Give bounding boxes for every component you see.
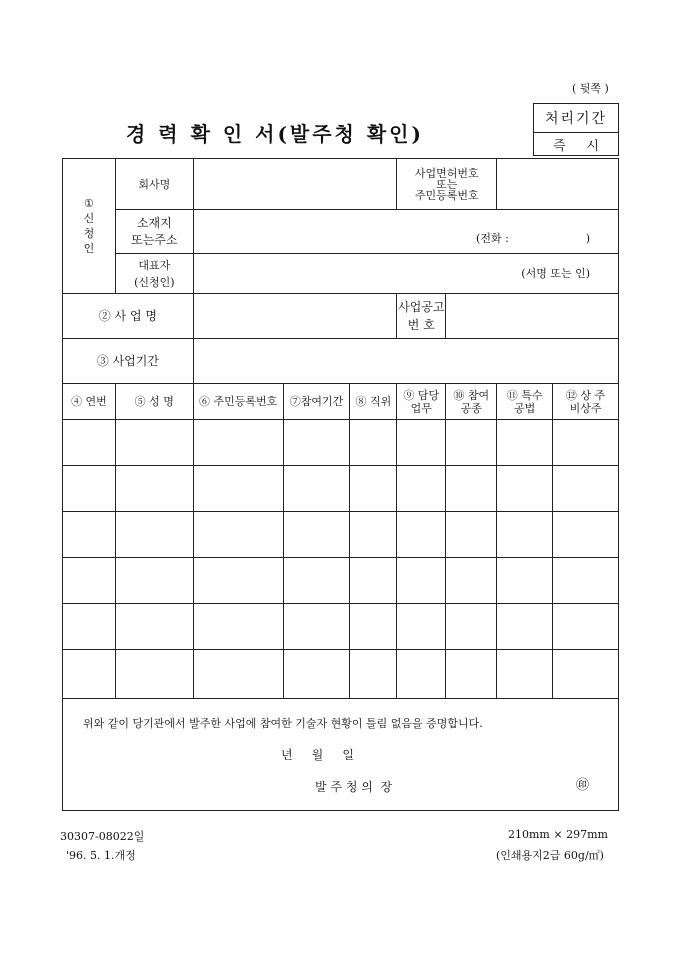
table-cell[interactable]	[63, 558, 116, 604]
table-cell[interactable]	[446, 558, 497, 604]
table-cell[interactable]	[553, 604, 619, 650]
certification-statement: 위와 같이 당기관에서 발주한 사업에 참여한 기술자 현황이 틀림 없음을 증명합니다.	[83, 717, 483, 730]
address-label: 소재지 또는주소	[115, 210, 193, 254]
paper-size: 210mm × 297mm	[508, 828, 608, 841]
table-cell[interactable]	[350, 604, 397, 650]
table-cell[interactable]	[115, 558, 193, 604]
applicant-section-label: ① 신 청 인	[63, 159, 116, 294]
page-side-label: ( 뒷쪽 )	[572, 82, 609, 95]
table-cell[interactable]	[553, 650, 619, 699]
processing-period-box	[533, 103, 619, 156]
table-cell[interactable]	[115, 420, 193, 466]
table-cell[interactable]	[350, 466, 397, 512]
col-serial: ④ 연번	[63, 384, 116, 420]
table-cell[interactable]	[350, 650, 397, 699]
col-resident-number: ⑥ 주민등록번호	[193, 384, 283, 420]
project-period-value[interactable]	[193, 339, 618, 384]
table-cell[interactable]	[497, 466, 553, 512]
col-resident-status: ⑫ 상 주 비상주	[553, 384, 619, 420]
table-cell[interactable]	[497, 512, 553, 558]
table-cell[interactable]	[497, 604, 553, 650]
table-cell[interactable]	[497, 558, 553, 604]
table-cell[interactable]	[397, 420, 446, 466]
form-code: 30307-08022일	[60, 830, 145, 843]
table-cell[interactable]	[283, 604, 350, 650]
representative-sign[interactable]: (서명 또는 인)	[193, 254, 618, 294]
table-cell[interactable]	[193, 420, 283, 466]
table-cell[interactable]	[397, 650, 446, 699]
table-cell[interactable]	[497, 650, 553, 699]
paper-spec: (인쇄용지2급 60g/㎡)	[496, 849, 604, 862]
career-form-table	[62, 158, 619, 811]
table-cell[interactable]	[446, 650, 497, 699]
table-cell[interactable]	[397, 558, 446, 604]
table-cell[interactable]	[115, 512, 193, 558]
table-row	[63, 558, 619, 604]
table-cell[interactable]	[350, 512, 397, 558]
table-cell[interactable]	[497, 420, 553, 466]
table-cell[interactable]	[115, 466, 193, 512]
col-special-method: ⑪ 특수 공법	[497, 384, 553, 420]
project-period-label: ③ 사업기간	[63, 339, 194, 384]
col-participation-period: ⑦참여기간	[283, 384, 350, 420]
table-cell[interactable]	[283, 420, 350, 466]
col-duty: ⑨ 담당 업무	[397, 384, 446, 420]
company-label: 회사명	[115, 159, 193, 210]
page-title: 경 력 확 인 서(발주청 확인)	[126, 122, 424, 146]
table-row	[63, 604, 619, 650]
issuer-label: 발 주 청 의 장	[315, 780, 393, 794]
table-cell[interactable]	[63, 466, 116, 512]
table-cell[interactable]	[283, 512, 350, 558]
table-cell[interactable]	[193, 512, 283, 558]
table-cell[interactable]	[350, 420, 397, 466]
date-line: 년 월 일	[281, 748, 354, 762]
table-row	[63, 466, 619, 512]
table-cell[interactable]	[553, 558, 619, 604]
table-cell[interactable]	[553, 512, 619, 558]
table-cell[interactable]	[397, 466, 446, 512]
table-cell[interactable]	[193, 604, 283, 650]
table-cell[interactable]	[63, 420, 116, 466]
col-position: ⑧ 직위	[350, 384, 397, 420]
table-cell[interactable]	[446, 512, 497, 558]
table-cell[interactable]	[553, 466, 619, 512]
col-work-type: ⑩ 참여 공종	[446, 384, 497, 420]
table-cell[interactable]	[193, 558, 283, 604]
table-cell[interactable]	[553, 420, 619, 466]
table-cell[interactable]	[193, 466, 283, 512]
table-cell[interactable]	[63, 604, 116, 650]
table-cell[interactable]	[397, 604, 446, 650]
table-row	[63, 420, 619, 466]
processing-period-value: 즉 시	[534, 133, 619, 156]
table-cell[interactable]	[446, 604, 497, 650]
table-cell[interactable]	[350, 558, 397, 604]
address-value[interactable]: (전화 : )	[193, 210, 618, 254]
project-name-label: ② 사 업 명	[63, 294, 194, 339]
table-cell[interactable]	[283, 650, 350, 699]
col-name: ⑤ 성 명	[115, 384, 193, 420]
table-cell[interactable]	[397, 512, 446, 558]
table-cell[interactable]	[63, 650, 116, 699]
table-cell[interactable]	[115, 650, 193, 699]
table-cell[interactable]	[63, 512, 116, 558]
representative-label: 대표자 (신청인)	[115, 254, 193, 294]
certification-block	[63, 699, 619, 811]
table-row	[63, 650, 619, 699]
table-cell[interactable]	[193, 650, 283, 699]
project-name-value[interactable]	[193, 294, 397, 339]
seal-mark: ㊞	[576, 778, 590, 793]
processing-period-label: 처리기간	[534, 104, 619, 133]
company-value[interactable]	[193, 159, 397, 210]
table-row	[63, 512, 619, 558]
bizno-value[interactable]	[497, 159, 619, 210]
table-cell[interactable]	[115, 604, 193, 650]
notice-number-label: 사업공고 번 호	[397, 294, 446, 339]
revision-date: '96. 5. 1.개정	[66, 849, 136, 862]
table-cell[interactable]	[446, 466, 497, 512]
table-cell[interactable]	[283, 558, 350, 604]
bizno-label: 사업면허번호 또는 주민등록번호	[397, 159, 497, 210]
table-cell[interactable]	[283, 466, 350, 512]
notice-number-value[interactable]	[446, 294, 619, 339]
table-cell[interactable]	[446, 420, 497, 466]
